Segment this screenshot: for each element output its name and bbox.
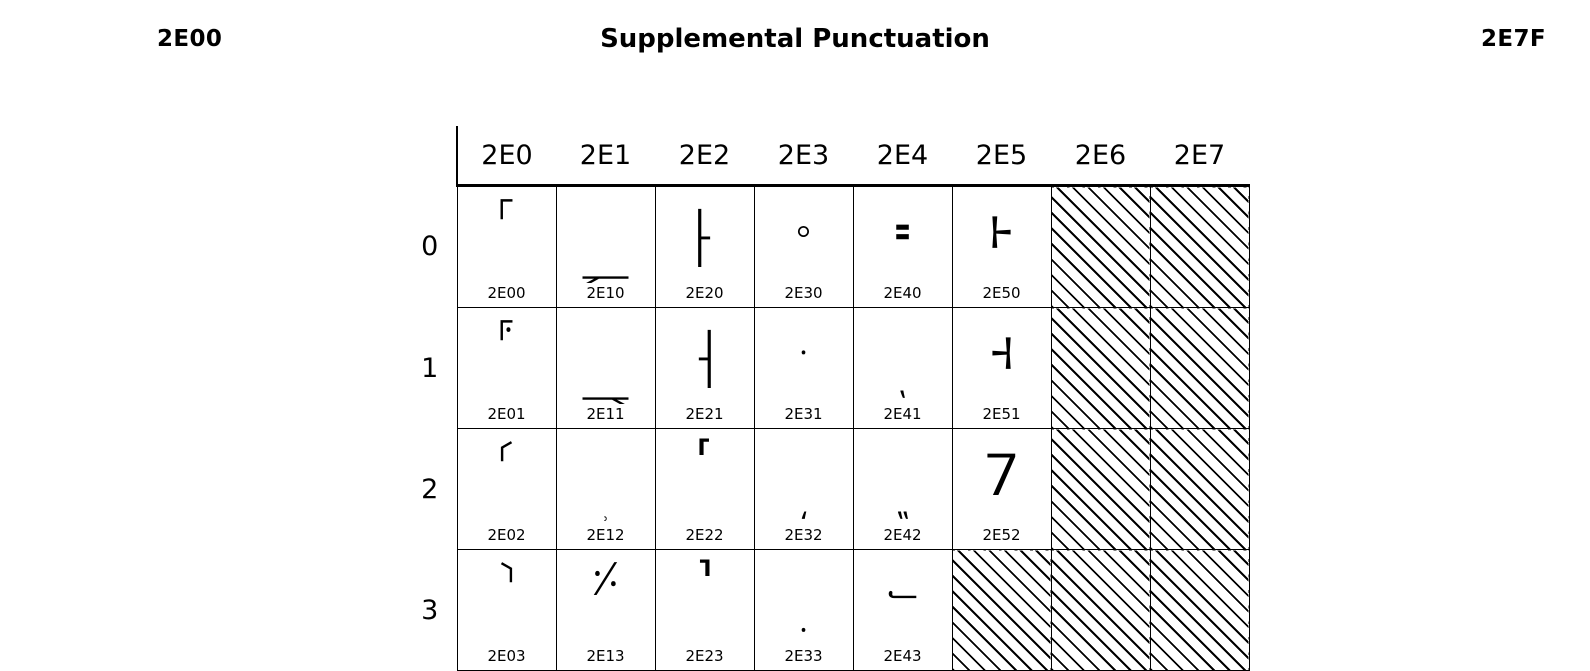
row-header-2: 2 bbox=[403, 429, 457, 550]
code-cell-2E22[interactable] bbox=[655, 429, 754, 550]
code-cell-2E12[interactable] bbox=[556, 429, 655, 550]
column-header-2E3: 2E3 bbox=[754, 126, 853, 186]
code-cell-2E13[interactable] bbox=[556, 550, 655, 671]
code-cell-2E10[interactable] bbox=[556, 186, 655, 308]
code-cell-2E21[interactable] bbox=[655, 308, 754, 429]
table-row bbox=[403, 550, 1249, 671]
codepoint-2E32: 2E32 bbox=[784, 526, 823, 544]
glyph-2E42: ⹂ bbox=[896, 488, 909, 523]
code-cell-2E72-reserved[interactable] bbox=[1150, 429, 1249, 550]
codepoint-2E23: 2E23 bbox=[685, 647, 724, 665]
glyph-2E22: ⸢ bbox=[695, 431, 714, 485]
glyph-2E32: ⸲ bbox=[799, 488, 808, 523]
table-row bbox=[403, 186, 1249, 308]
code-cell-2E70-reserved[interactable] bbox=[1150, 186, 1249, 308]
code-cell-2E60-reserved[interactable] bbox=[1051, 186, 1150, 308]
glyph-2E12: ⸒ bbox=[602, 497, 609, 522]
column-header-2E5: 2E5 bbox=[952, 126, 1051, 186]
page-header bbox=[0, 12, 1590, 52]
chart-corner bbox=[403, 126, 457, 186]
code-cell-2E71-reserved[interactable] bbox=[1150, 308, 1249, 429]
glyph-2E01: ⸁ bbox=[495, 310, 518, 364]
code-cell-2E31[interactable] bbox=[754, 308, 853, 429]
row-header-1: 1 bbox=[403, 308, 457, 429]
glyph-2E52: ⹒ bbox=[984, 441, 1019, 509]
codepoint-2E52: 2E52 bbox=[982, 526, 1021, 544]
glyph-2E02: ⸂ bbox=[495, 431, 518, 485]
codepoint-2E00: 2E00 bbox=[487, 284, 526, 302]
glyph-2E13: ⸓ bbox=[590, 552, 621, 606]
glyph-2E43: ⹃ bbox=[887, 578, 918, 613]
codepoint-2E43: 2E43 bbox=[883, 647, 922, 665]
codepoint-2E51: 2E51 bbox=[982, 405, 1021, 423]
page-title: Supplemental Punctuation bbox=[600, 24, 990, 54]
table-row bbox=[403, 308, 1249, 429]
codepoint-2E21: 2E21 bbox=[685, 405, 724, 423]
glyph-2E50: ⹐ bbox=[986, 199, 1017, 267]
code-cell-2E32[interactable] bbox=[754, 429, 853, 550]
code-cell-2E11[interactable] bbox=[556, 308, 655, 429]
column-header-2E2: 2E2 bbox=[655, 126, 754, 186]
code-cell-2E03[interactable] bbox=[457, 550, 556, 671]
code-cell-2E33[interactable] bbox=[754, 550, 853, 671]
code-cell-2E40[interactable] bbox=[853, 186, 952, 308]
glyph-2E30: ⸰ bbox=[794, 215, 813, 250]
codepoint-2E22: 2E22 bbox=[685, 526, 724, 544]
codepoint-2E50: 2E50 bbox=[982, 284, 1021, 302]
code-cell-2E23[interactable] bbox=[655, 550, 754, 671]
column-header-2E7: 2E7 bbox=[1150, 126, 1249, 186]
code-cell-2E00[interactable] bbox=[457, 186, 556, 308]
code-cell-2E02[interactable] bbox=[457, 429, 556, 550]
glyph-2E21: ⸡ bbox=[688, 320, 721, 388]
glyph-2E31: ⸱ bbox=[799, 336, 808, 371]
column-header-2E1: 2E1 bbox=[556, 126, 655, 186]
range-start-label: 2E00 bbox=[157, 26, 223, 52]
codepoint-2E11: 2E11 bbox=[586, 405, 625, 423]
codepoint-2E33: 2E33 bbox=[784, 647, 823, 665]
column-header-2E4: 2E4 bbox=[853, 126, 952, 186]
range-end-label: 2E7F bbox=[1480, 26, 1546, 52]
codepoint-2E03: 2E03 bbox=[487, 647, 526, 665]
code-chart-table bbox=[403, 126, 1250, 671]
glyph-2E33: ⸳ bbox=[799, 609, 808, 644]
table-row bbox=[403, 429, 1249, 550]
code-cell-2E63-reserved[interactable] bbox=[952, 550, 1051, 671]
glyph-2E41: ⹁ bbox=[898, 367, 907, 402]
code-cell-2E62-reserved[interactable] bbox=[1051, 429, 1150, 550]
row-header-0: 0 bbox=[403, 186, 457, 308]
code-cell-2E52[interactable] bbox=[952, 429, 1051, 550]
glyph-2E10: ⸐ bbox=[582, 229, 629, 283]
codepoint-2E01: 2E01 bbox=[487, 405, 526, 423]
code-cell-2E41[interactable] bbox=[853, 308, 952, 429]
codepoint-2E10: 2E10 bbox=[586, 284, 625, 302]
code-cell-2E51[interactable] bbox=[952, 308, 1051, 429]
codepoint-2E30: 2E30 bbox=[784, 284, 823, 302]
code-cell-2E42[interactable] bbox=[853, 429, 952, 550]
codepoint-2E13: 2E13 bbox=[586, 647, 625, 665]
row-header-3: 3 bbox=[403, 550, 457, 671]
code-chart bbox=[403, 126, 1250, 671]
code-cell-2E20[interactable] bbox=[655, 186, 754, 308]
column-header-2E6: 2E6 bbox=[1051, 126, 1150, 186]
code-cell-2E01[interactable] bbox=[457, 308, 556, 429]
codepoint-2E02: 2E02 bbox=[487, 526, 526, 544]
code-cell-2E50[interactable] bbox=[952, 186, 1051, 308]
glyph-2E03: ⸃ bbox=[495, 552, 518, 606]
glyph-2E51: ⹑ bbox=[986, 320, 1017, 388]
code-cell-2E64-reserved[interactable] bbox=[1051, 550, 1150, 671]
glyph-2E20: ⸠ bbox=[688, 199, 721, 267]
codepoint-2E12: 2E12 bbox=[586, 526, 625, 544]
glyph-2E40: ⹀ bbox=[895, 206, 910, 260]
codepoint-2E20: 2E20 bbox=[685, 284, 724, 302]
column-header-2E0: 2E0 bbox=[457, 126, 556, 186]
glyph-2E00: ⸀ bbox=[495, 189, 518, 243]
glyph-2E23: ⸣ bbox=[695, 552, 714, 606]
codepoint-2E42: 2E42 bbox=[883, 526, 922, 544]
code-cell-2E30[interactable] bbox=[754, 186, 853, 308]
codepoint-2E41: 2E41 bbox=[883, 405, 922, 423]
codepoint-2E31: 2E31 bbox=[784, 405, 823, 423]
column-header-row bbox=[403, 126, 1249, 186]
glyph-2E11: ⸑ bbox=[582, 350, 629, 404]
code-cell-2E61-reserved[interactable] bbox=[1051, 308, 1150, 429]
codepoint-2E40: 2E40 bbox=[883, 284, 922, 302]
code-cell-2E73-reserved[interactable] bbox=[1150, 550, 1249, 671]
code-cell-2E43[interactable] bbox=[853, 550, 952, 671]
